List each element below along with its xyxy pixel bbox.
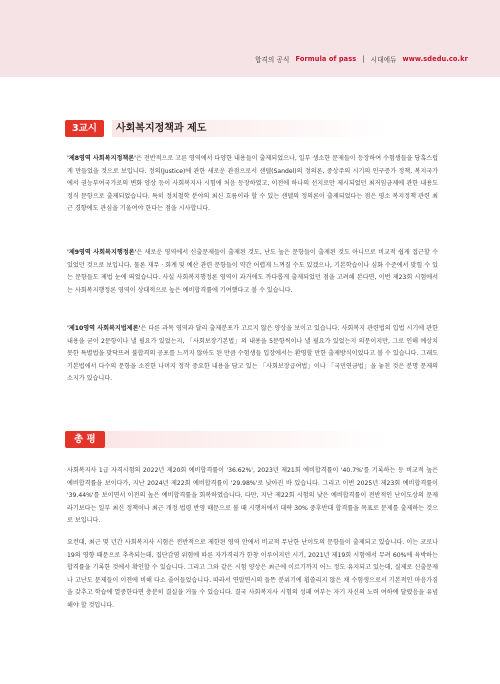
review-paragraph-1: 사회복지사 1급 자격시험의 2022년 제20회 예비합격률이 '36.62%', 2023년 제21회 예비합격률이 '40.7%'를 기록하는 등 비교적 높은 예비합격률을 보이다가, 지난 2024년 제22회 예비합격률이 '29.98%'로 낮아진 바 있습니다. 그리고 이번 2025년 제23회 예비합격률이 '39.44%'를 보이면서 이전의 높은 예비합격률을 회복하였습니다. 다만, 지난 제22회 시험의 낮은 예비합격률이 전반적인 난이도상의 문제라기보다는 일부 최신 정책이나 최근 개정 법령 반영 때문으로 볼 때 시행처에서 대략 30% 중후반대 합격률을 목표로 문제를 출제하는 것으로 보입니다.	[67, 467, 438, 525]
paragraph-law: '제10영역 사회복지법제론'은 다른 과목 영역과 달리 출제분포가 고르지 않은 양상을 보이고 있습니다. 사회복지 관련법의 입법 시기에 관한 내용을 굳이 2문항이나 낼 필요가 있었는지, 「사회보장기본법」의 내용을 5문항씩이나 낼 필요가 있었는지 의문이지만, 그로 인해 예상치 못한 특별법을 맞닥뜨려 불합격의 공포를 느끼지 않아도 된 만큼 수험생들 입장에서는 환영할 만한 출제방식이었다고 볼 수 있습니다. 그래도 기본법에서 다수의 문항을 소진한 나머지 정작 중요한 내용을 담고 있는 「사회보장급여법」이나 「국민연금법」을 놓친 것은 분명 문제의 소지가 있습니다.	[67, 325, 439, 383]
publisher-name: 시대에듀	[370, 56, 397, 64]
review-heading	[65, 431, 437, 448]
book-name: 합격의 공식	[254, 56, 290, 64]
site-url: www.sdedu.co.kr	[402, 55, 468, 63]
paragraph-policy: '제8영역 사회복지정책론'은 전반적으로 고른 영역에서 다양한 내용들이 출제되었으나, 일부 생소한 문제들이 등장하여 수험생들을 당혹스럽게 만들었을 것으로 보입니다. 정의(Justice)에 관한 새로운 관점으로서 샌델(Sandel)의 정의론, 중상주의 시기의 인구증가 정책, 복지국가에서 권능부여국가로의 변화 양상 등이 사회복지사 시험에 처음 등장하였고, 이전에 하나의 선지로만 제시되었던 최저임금제에 관한 내용도 정식 문항으로 출제되었습니다. 특히 정치철학 분야의 최신 흐름이라 할 수 있는 샌델의 정의론이 출제되었다는 점은 평소 복지정책 관련 최근 경향에도 관심을 기울여야 한다는 점을 시사합니다.	[67, 155, 438, 213]
paragraph-lead: '제9영역 사회복지행정론'	[67, 249, 137, 256]
section-badge: 3교시	[65, 120, 104, 137]
header-band	[0, 0, 500, 77]
section-heading	[65, 120, 437, 137]
paragraph-lead: '제8영역 사회복지정책론'	[67, 155, 136, 162]
paragraph-lead: '제10영역 사회복지법제론'	[67, 325, 141, 332]
review-badge: 총 평	[65, 431, 105, 448]
review-paragraph-2: 요컨대, 최근 몇 년간 사회복지사 시험은 전반적으로 제한된 영역 안에서 비교적 무난한 난이도의 문항들이 출제되고 있습니다. 이는 코로나19의 영향 때문으로 추측되는데, 집단감염 위험에 따른 자가격리가 한창 이루어지던 시기, 2021년 제19회 시험에서 무려 60%에 육박하는 합격률을 기록한 것에서 확인할 수 있습니다. 그리고 그와 같은 시험 양상은 최근에 이르기까지 어느 정도 유지되고 있는데, 실제로 신출문제나 고난도 문제들이 이전에 비해 다소 줄어들었습니다. 따라서 연말연시의 들뜬 분위기에 휩쓸리지 않은 채 수험생으로서 기본적인 마음가짐을 갖추고 학습에 열중한다면 충분히 결실을 거둘 수 있습니다. 결국 사회복지사 시험의 성패 여부는 자기 자신의 노력 여하에 달렸음을 유념해야 할 것입니다.	[67, 539, 438, 609]
header-separator: |	[362, 55, 365, 63]
section-title: 사회복지정책과 제도	[112, 120, 437, 137]
review-heading-band	[105, 431, 437, 448]
formula-text: Formula of pass	[295, 55, 357, 63]
running-header	[255, 54, 468, 64]
paragraph-administration: '제9영역 사회복지행정론'은 새로운 영역에서 신출문제들이 출제된 것도, 난도 높은 문항들이 출제된 것도 아니므로 비교적 쉽게 접근할 수 있었던 것으로 보입니다. 물론 재무 · 회계 및 예산 관련 문항들이 약간 어렵게 느껴질 수도 있겠으나, 기본학습이나 심화 수준에서 맞힐 수 있는 문항들도 제법 눈에 띄었습니다. 사실 사회복지행정론 영역이 과거에도 까다롭게 출제되었던 점을 고려해 본다면, 이번 제23회 시험에서는 사회복지행정론 영역이 상대적으로 높은 예비합격률에 기여했다고 볼 수 있습니다.	[67, 249, 439, 294]
